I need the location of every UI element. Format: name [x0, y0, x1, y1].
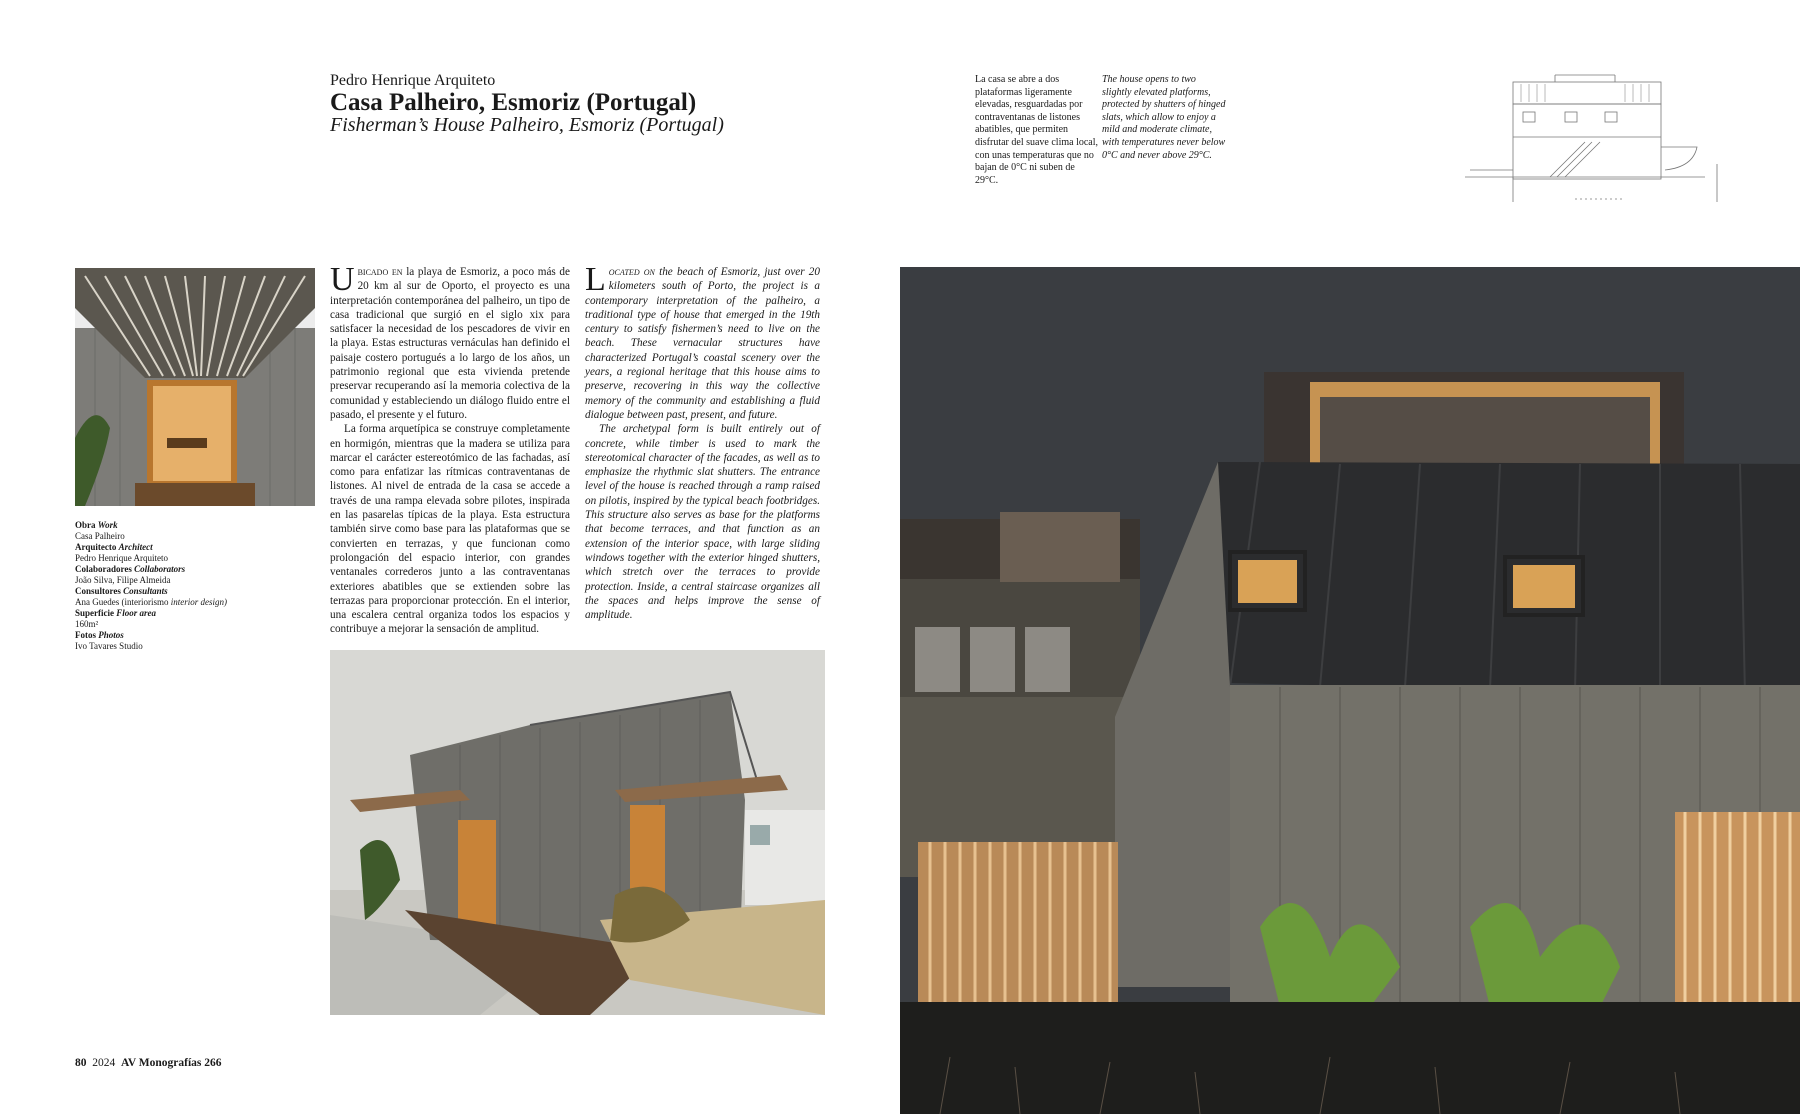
caption-spanish: La casa se abre a dos plataformas ligeramente elevadas, resguardadas por contraventanas de listones abatibles, que permiten disfrutar del suave clima local, con unas temperaturas que no bajan de 0°C ni suben de 29°C.: [975, 74, 1099, 186]
body-text-english: [585, 261, 820, 622]
lead-words: ocated on: [608, 266, 655, 278]
section-drawing: [1465, 72, 1730, 207]
credit-label: Arquitecto: [75, 542, 117, 552]
credit-label-en: Floor area: [116, 608, 157, 618]
credit-value: Pedro Henrique Arquiteto: [75, 553, 168, 563]
paragraph: la playa de Esmoriz, a poco más de 20 km al sur de Oporto, el proyecto es una interpretación contemporánea del palheiro, un tipo de casa tradicional que surgió en el siglo xix para satisfacer la necesidad de los pescadores de vivir en la playa. Estas estructuras vernáculas han definido el paisaje costero portugués a lo largo de los años, un patrimonio regional que esta vivienda pretende preservar recuperando así la memoria colectiva de la comunidad y estableciendo un diálogo fluido entre el pasado, el presente y el futuro.: [330, 266, 570, 421]
credit-label-en: Collaborators: [134, 564, 186, 574]
project-credits: [75, 520, 275, 652]
credit-label: Colaboradores: [75, 564, 132, 574]
architect-name: Pedro Henrique Arquiteto: [330, 72, 496, 89]
paragraph: La forma arquetípica se construye completamente en hormigón, mientras que la madera se utiliza para marcar el carácter estereotómico de las fachadas, así como para enfatizar las rítmicas contraventanas de listones. Al nivel de entrada de la casa se accede a través de una rampa elevada sobre pilotes, inspirada en las pasarelas típicas de la playa. Esta estructura también sirve como base para las plataformas que se convierten en terrazas, y que funcionan como prolongación del espacio interior, con grandes ventanales correderos junto a las contraventanas exteriores abatibles que se extienden sobre las terrazas para proporcionar protección. En el interior, una escalera central organiza todos los espacios y contribuye a mejorar la sensación de amplitud.: [330, 423, 570, 636]
paragraph: The archetypal form is built entirely out of concrete, while timber is used to mark the stereotomical character of the facades, as well as to emphasize the rhythmic slat shutters. The entrance level of the house is reached through a ramp raised on pilotis, inspired by the typical beach footbridges. This structure also serves as base for the platforms that become terraces, and that function as an extension of the interior space, with large sliding windows together with the exterior hinged shutters, which stretch over the terraces to provide protection. Inside, a central staircase organizes all the spaces and helps improve the sense of amplitude.: [585, 423, 820, 622]
magazine-name: AV Monografías 266: [121, 1057, 222, 1069]
credit-value-en: interior design): [170, 597, 227, 607]
credit-label: Obra: [75, 520, 96, 530]
page-title: Casa Palheiro, Esmoriz (Portugal): [330, 89, 697, 116]
issue-year: 2024: [92, 1057, 116, 1069]
credit-label: Superficie: [75, 608, 114, 618]
credit-label-en: Photos: [98, 630, 124, 640]
credit-label-en: Work: [97, 520, 118, 530]
credit-value: 160m²: [75, 619, 99, 629]
credit-label: Fotos: [75, 630, 96, 640]
drop-cap: U: [330, 261, 355, 298]
entrance-photo: [75, 268, 315, 506]
credit-label: Consultores: [75, 586, 121, 596]
page-number: 80: [75, 1057, 87, 1069]
credit-label-en: Consultants: [123, 586, 168, 596]
credit-label-en: Architect: [118, 542, 153, 552]
paragraph: the beach of Esmoriz, just over 20 kilometers south of Porto, the project is a contemporary interpretation of the palheiro, a traditional type of house that emerged in the 19th century to satisfy fishermen’s need to live on the beach. These vernacular structures have characterized Portugal’s coastal scenery over the years, a regional heritage that this house aims to preserve, recovering in this way the collective memory of the community and establishing a fluid dialogue between past, present, and future.: [585, 266, 820, 421]
exterior-photo: [330, 650, 825, 1015]
body-text-spanish: [330, 261, 570, 637]
credit-value: João Silva, Filipe Almeida: [75, 575, 171, 585]
credit-value: Casa Palheiro: [75, 531, 125, 541]
drop-cap: L: [585, 261, 606, 298]
lead-words: bicado en: [357, 266, 403, 278]
credit-value: Ana Guedes (interiorismo: [75, 597, 169, 607]
page-footer: [75, 1057, 222, 1069]
credit-value: Ivo Tavares Studio: [75, 641, 143, 651]
caption-english: The house opens to two slightly elevated platforms, protected by shutters of hinged slats, which allow to enjoy a mild and moderate climate, with temperatures never below 0°C and never above 29°C.: [1102, 74, 1226, 161]
page-subtitle: Fisherman’s House Palheiro, Esmoriz (Portugal): [330, 114, 724, 136]
night-photo: [900, 267, 1800, 1114]
